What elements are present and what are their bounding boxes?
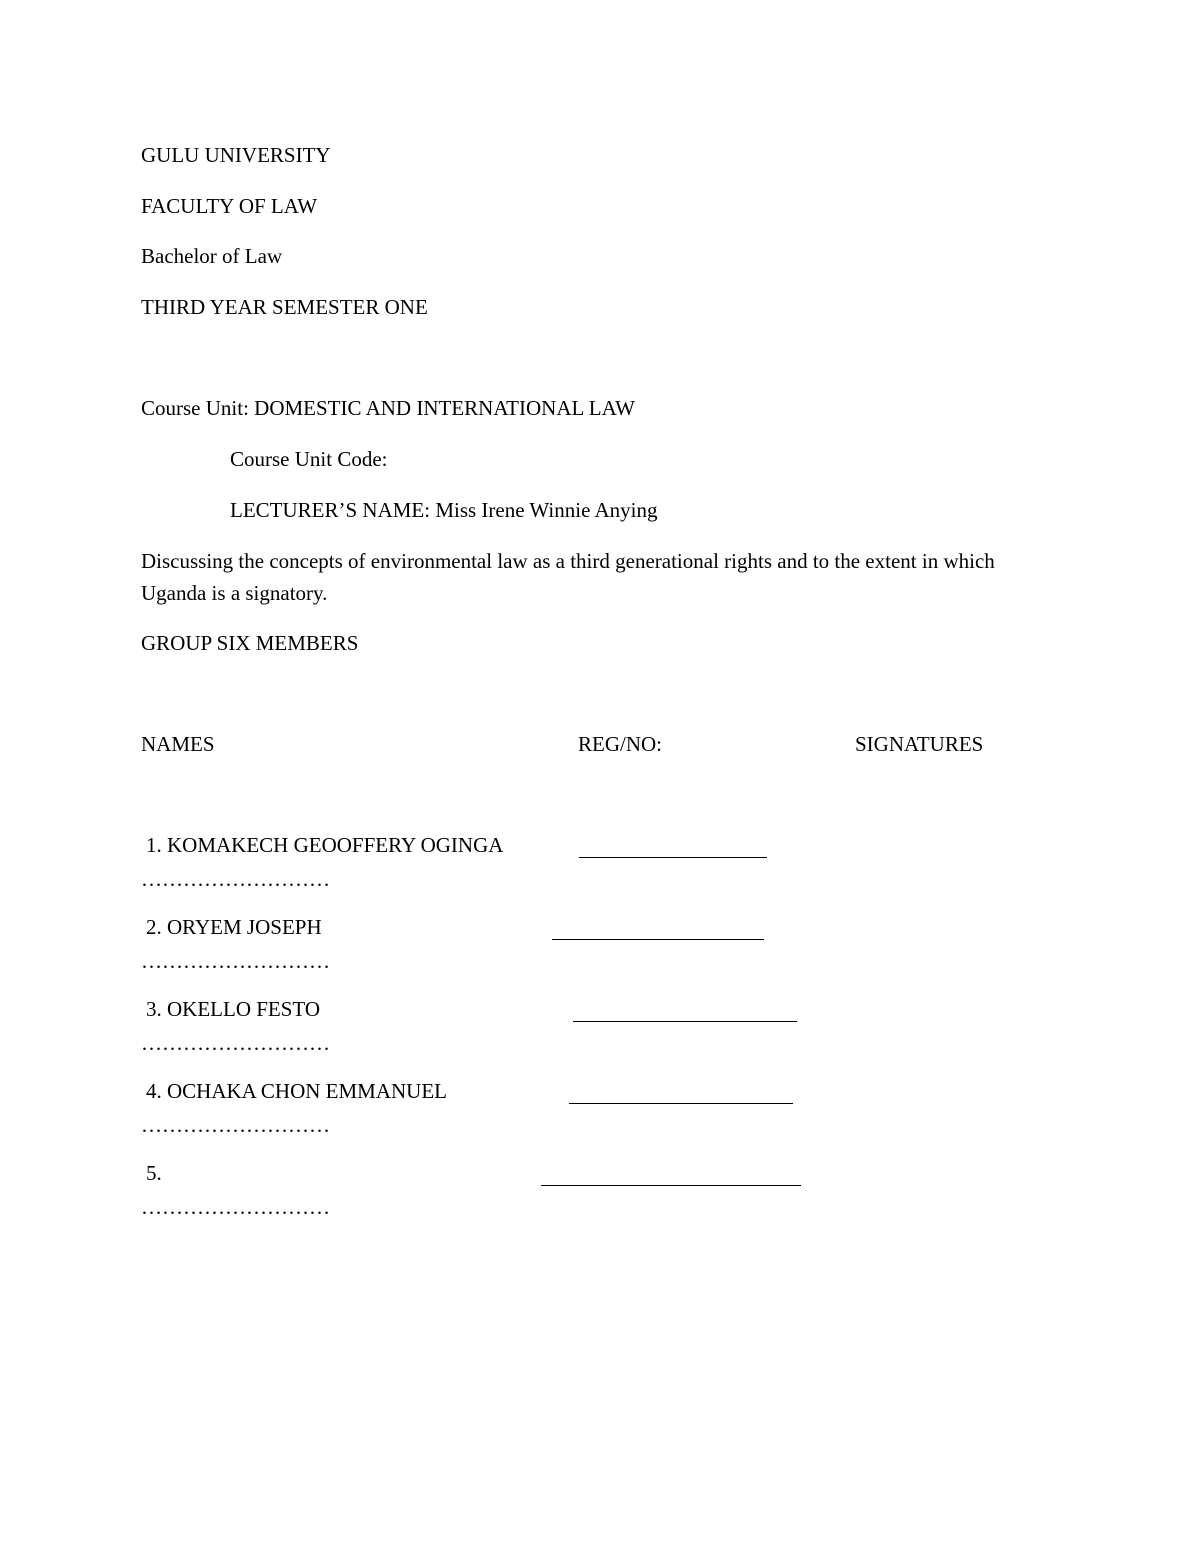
signature-dots: ……………………… bbox=[141, 1113, 330, 1137]
group-title: GROUP SIX MEMBERS bbox=[141, 631, 359, 655]
signatures-header: SIGNATURES bbox=[855, 732, 984, 756]
university-name: GULU UNIVERSITY bbox=[141, 143, 331, 167]
signature-dots: ……………………… bbox=[141, 867, 330, 891]
topic-statement: Discussing the concepts of environmental law as a third generational rights and to the extent in which Uganda is a signatory. bbox=[141, 549, 995, 605]
course-unit: Course Unit: DOMESTIC AND INTERNATIONAL LAW bbox=[141, 396, 635, 420]
signature-dots: ……………………… bbox=[141, 949, 330, 973]
year-semester: THIRD YEAR SEMESTER ONE bbox=[141, 295, 428, 319]
member-name: 4. OCHAKA CHON EMMANUEL bbox=[146, 1079, 448, 1103]
names-header: NAMES bbox=[141, 732, 215, 756]
signature-dots: ……………………… bbox=[141, 1195, 330, 1219]
lecturer-name: LECTURER’S NAME: Miss Irene Winnie Anying bbox=[230, 498, 658, 522]
program-name: Bachelor of Law bbox=[141, 244, 283, 268]
reg-no-line bbox=[569, 1103, 793, 1104]
faculty-name: FACULTY OF LAW bbox=[141, 194, 318, 218]
member-name: 5. bbox=[146, 1161, 162, 1185]
reg-no-header: REG/NO: bbox=[578, 732, 662, 756]
signature-dots: ……………………… bbox=[141, 1031, 330, 1055]
member-name: 3. OKELLO FESTO bbox=[146, 997, 321, 1021]
reg-no-line bbox=[541, 1185, 801, 1186]
reg-no-line bbox=[552, 939, 764, 940]
member-name: 2. ORYEM JOSEPH bbox=[146, 915, 322, 939]
reg-no-line bbox=[579, 857, 767, 858]
member-name: 1. KOMAKECH GEOOFFERY OGINGA bbox=[146, 833, 504, 857]
course-unit-code: Course Unit Code: bbox=[230, 447, 388, 471]
reg-no-line bbox=[573, 1021, 797, 1022]
